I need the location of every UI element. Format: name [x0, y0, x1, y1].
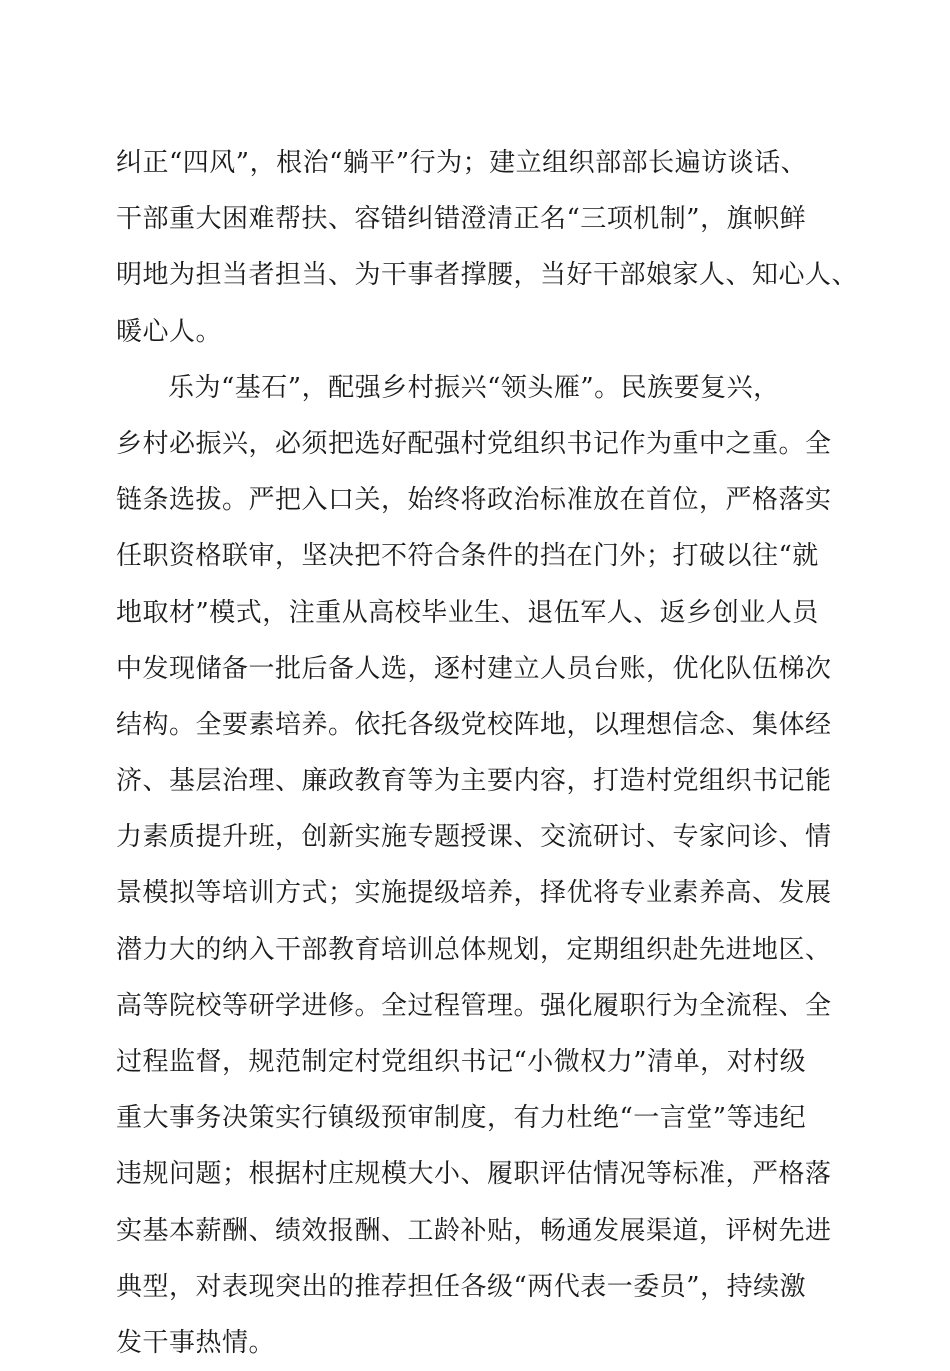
text-line: 链条选拔。严把入口关，始终将政治标准放在首位，严格落实: [116, 485, 832, 516]
text-line: 典型，对表现突出的推荐担任各级“两代表一委员”，持续激: [116, 1271, 807, 1302]
text-line: 济、基层治理、廉政教育等为主要内容，打造村党组织书记能: [116, 766, 832, 797]
document-body: [116, 135, 859, 1371]
text-line: 地取材”模式，注重从高校毕业生、退伍军人、返乡创业人员: [116, 597, 819, 628]
text-line: 中发现储备一批后备人选，逐村建立人员台账，优化队伍梯次: [116, 653, 832, 684]
text-line: 干部重大困难帮扶、容错纠错澄清正名“三项机制”，旗帜鲜: [116, 204, 807, 235]
paragraph-2: [116, 360, 851, 1371]
text-line: 高等院校等研学进修。全过程管理。强化履职行为全流程、全: [116, 990, 832, 1021]
text-line: 乡村必振兴，必须把选好配强村党组织书记作为重中之重。全: [116, 428, 832, 459]
text-line: 重大事务决策实行镇级预审制度，有力杜绝“一言堂”等违纪: [116, 1103, 807, 1134]
text-line: 实基本薪酬、绩效报酬、工龄补贴，畅通发展渠道，评树先进: [116, 1215, 832, 1246]
paragraph-heading-line: 乐为“基石”，配强乡村振兴“领头雁”。民族要复兴，: [168, 372, 780, 403]
text-line: 结构。全要素培养。依托各级党校阵地，以理想信念、集体经: [116, 709, 832, 740]
text-line: 潜力大的纳入干部教育培训总体规划，定期组织赴先进地区、: [116, 934, 832, 965]
paragraph-1: [116, 135, 859, 360]
text-line: 纠正“四风”，根治“躺平”行为；建立组织部部长遍访谈话、: [116, 148, 808, 178]
text-line: 力素质提升班，创新实施专题授课、交流研讨、专家问诊、情: [116, 822, 832, 853]
text-line: 明地为担当者担当、为干事者撑腰，当好干部娘家人、知心人、: [116, 260, 859, 291]
text-line: 任职资格联审，坚决把不符合条件的挡在门外；打破以往“就: [116, 541, 819, 572]
text-line: 暖心人。: [116, 316, 223, 347]
text-line: 违规问题；根据村庄规模大小、履职评估情况等标准，严格落: [116, 1159, 832, 1190]
text-line: 发干事热情。: [116, 1327, 276, 1358]
text-line: 过程监督，规范制定村党组织书记“小微权力”清单，对村级: [116, 1047, 807, 1077]
text-line: 景模拟等培训方式；实施提级培养，择优将专业素养高、发展: [116, 878, 832, 909]
